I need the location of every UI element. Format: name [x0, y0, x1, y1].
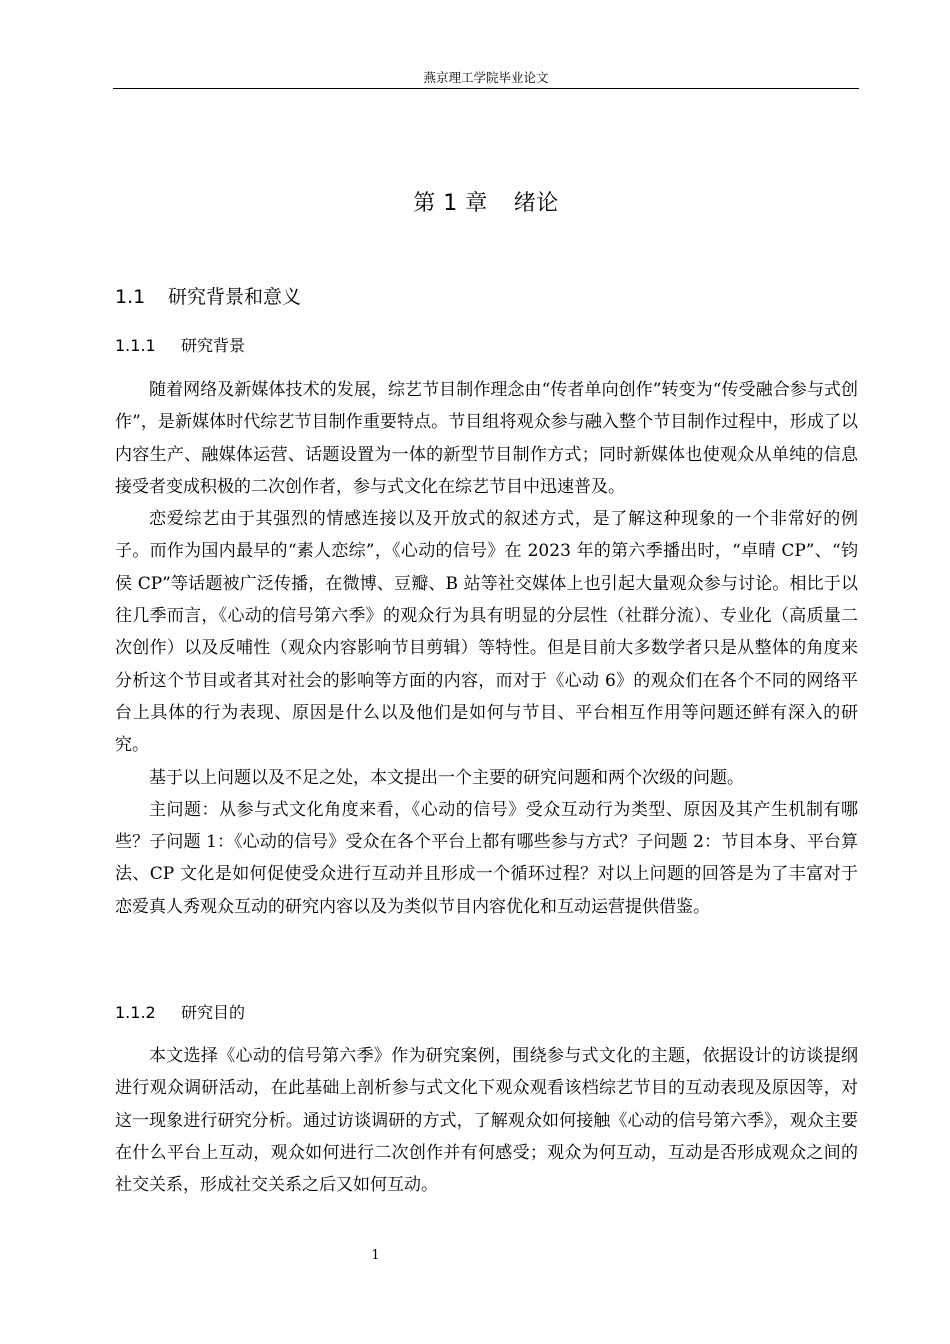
- paragraph: 主问题：从参与式文化角度来看，《心动的信号》受众互动行为类型、原因及其产生机制有哪些？子问题 1：《心动的信号》受众在各个平台上都有哪些参与方式？子问题 2：节目本身、平台算法、CP 文化是如何促使受众进行互动并且形成一个循环过程？对以上问题的回答是为了丰富对于恋爱真人秀观众互动的研究内容以及为类似节目内容优化和互动运营提供借鉴。: [115, 799, 858, 917]
- body-text-2: [115, 1040, 858, 1201]
- paragraph: 基于以上问题以及不足之处，本文提出一个主要的研究问题和两个次级的问题。: [149, 767, 744, 788]
- chapter-name: 绪论: [513, 191, 559, 216]
- subsection-heading-1: [115, 334, 245, 358]
- paragraph: 随着网络及新媒体技术的发展，综艺节目制作理念由“传者单向创作”转变为“传受融合参与式创作”，是新媒体时代综艺节目制作重要特点。节目组将观众参与融入整个节目制作过程中，形成了以内容生产、融媒体运营、话题设置为一体的新型节目制作方式；同时新媒体也使观众从单纯的信息接受者变成积极的二次创作者，参与式文化在综艺节目中迅速普及。: [115, 380, 858, 497]
- header-rule: [113, 88, 859, 89]
- chapter-title: [113, 188, 859, 220]
- section-number: 1.1: [115, 286, 146, 308]
- body-text-1: [115, 374, 858, 923]
- chapter-number: 第 1 章: [413, 191, 488, 216]
- subsection-number: 1.1.2: [115, 1003, 156, 1022]
- subsection-number: 1.1.1: [115, 336, 156, 355]
- page-number: 1: [371, 1248, 380, 1263]
- paragraph: 本文选择《心动的信号第六季》作为研究案例，围绕参与式文化的主题，依据设计的访谈提纲进行观众调研活动，在此基础上剖析参与式文化下观众观看该档综艺节目的互动表现及原因等，对这一现象进行研究分析。通过访谈调研的方式，了解观众如何接触《心动的信号第六季》，观众主要在什么平台上互动，观众如何进行二次创作并有何感受；观众为何互动，互动是否形成观众之间的社交关系，形成社交关系之后又如何互动。: [115, 1046, 858, 1196]
- subsection-title: 研究目的: [181, 1003, 246, 1022]
- section-title: 研究背景和意义: [168, 286, 302, 308]
- subsection-heading-2: [115, 1001, 245, 1025]
- subsection-title: 研究背景: [181, 336, 246, 355]
- section-heading: [115, 283, 301, 311]
- running-header: 燕京理工学院毕业论文: [423, 70, 549, 85]
- paragraph: 恋爱综艺由于其强烈的情感连接以及开放式的叙述方式，是了解这种现象的一个非常好的例子。而作为国内最早的“素人恋综”，《心动的信号》在 2023 年的第六季播出时，“卓晴 CP”、“钧侯 CP”等话题被广泛传播，在微博、豆瓣、B 站等社交媒体上也引起大量观众参与讨论。相比于以往几季而言，《心动的信号第六季》的观众行为具有明显的分层性（社群分流）、专业化（高质量二次创作）以及反哺性（观众内容影响节目剪辑）等特性。但是目前大多数学者只是从整体的角度来分析这个节目或者其对社会的影响等方面的内容，而对于《心动 6》的观众们在各个不同的网络平台上具体的行为表现、原因是什么以及他们是如何与节目、平台相互作用等问题还鲜有深入的研究。: [115, 509, 858, 756]
